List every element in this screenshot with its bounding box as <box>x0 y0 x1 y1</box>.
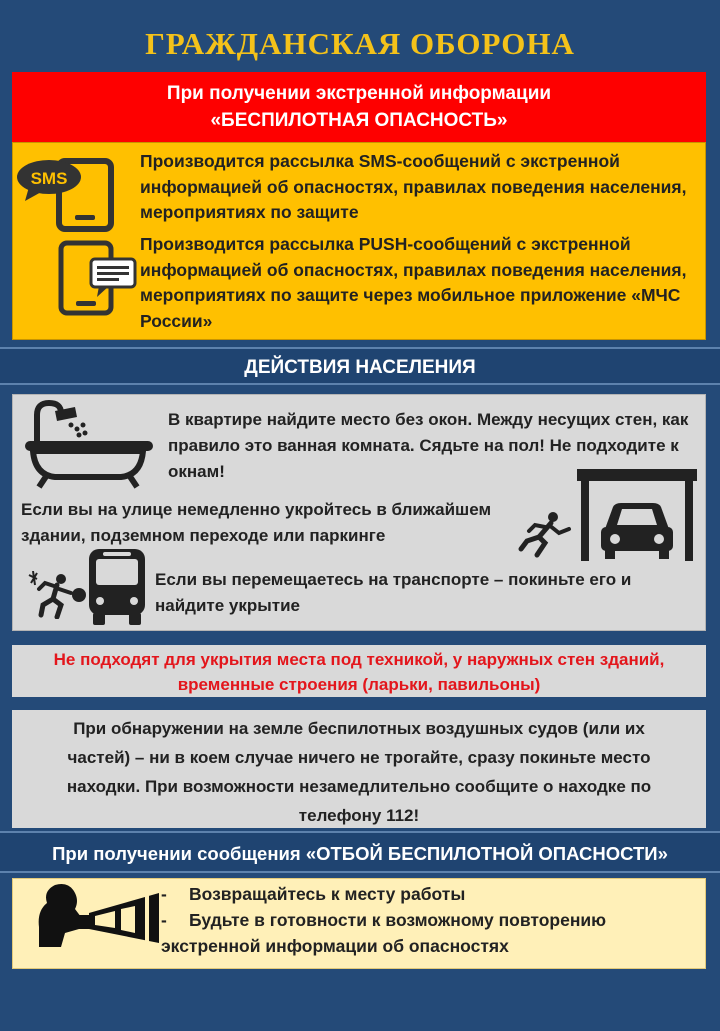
all-clear-item-2: - Будьте в готовности к возможному повторению экстренной информации об опасностях <box>161 910 607 956</box>
all-clear-panel <box>12 878 706 969</box>
actions-heading: ДЕЙСТВИЯ НАСЕЛЕНИЯ <box>0 347 720 385</box>
megaphone-icon <box>35 881 167 947</box>
smartphone-message-icon <box>51 239 141 317</box>
all-clear-item-1: - Возвращайтесь к месту работы <box>161 884 466 904</box>
page-title: ГРАЖДАНСКАЯ ОБОРОНА <box>145 26 575 61</box>
running-person-icon <box>515 511 575 559</box>
alert-line-2: «БЕСПИЛОТНАЯ ОПАСНОСТЬ» <box>210 110 508 131</box>
alert-banner <box>12 72 706 142</box>
garage-car-icon <box>575 469 699 561</box>
drone-found-notice: При обнаружении на земле беспилотных воздушных судов (или их частей) – ни в коем случае ничего не трогайте, сразу покиньте место находки. При возможности незамедлительно сообщите о находке по телефону 112! <box>12 710 706 828</box>
actions-panel <box>12 394 706 631</box>
notifications-panel <box>12 142 706 340</box>
sms-phone-icon <box>15 155 119 233</box>
street-text: Если вы на улице немедленно укройтесь в ближайшем здании, подземном переходе или паркинге <box>21 500 492 545</box>
all-clear-heading: При получении сообщения «ОТБОЙ БЕСПИЛОТНОЙ ОПАСНОСТИ» <box>0 831 720 873</box>
sms-badge: SMS <box>30 169 68 188</box>
bus-icon <box>85 547 149 627</box>
alert-line-1: При получении экстренной информации <box>166 83 552 104</box>
bathtub-icon <box>21 397 155 489</box>
transport-text: Если вы перемещаетесь на транспорте – покиньте его и найдите укрытие <box>155 570 632 615</box>
apartment-text: В квартире найдите место без окон. Между несущих стен, как правило это ванная комната. Сядьте на пол! Не подходите к окнам! <box>168 410 689 481</box>
fleeing-person-icon <box>27 571 89 619</box>
unsuitable-shelter-warning: Не подходят для укрытия места под техникой, у наружных стен зданий, временные строения (ларьки, павильоны) <box>12 645 706 697</box>
push-text: Производится рассылка PUSH-сообщений с экстренной информацией об опасностях, правилах поведения населения, мероприятиях по защите через мобильное приложение «МЧС России» <box>140 234 687 331</box>
sms-text: Производится рассылка SMS-сообщений с экстренной информацией об опасностях, правилах поведения населения, мероприятиях по защите <box>140 151 687 222</box>
